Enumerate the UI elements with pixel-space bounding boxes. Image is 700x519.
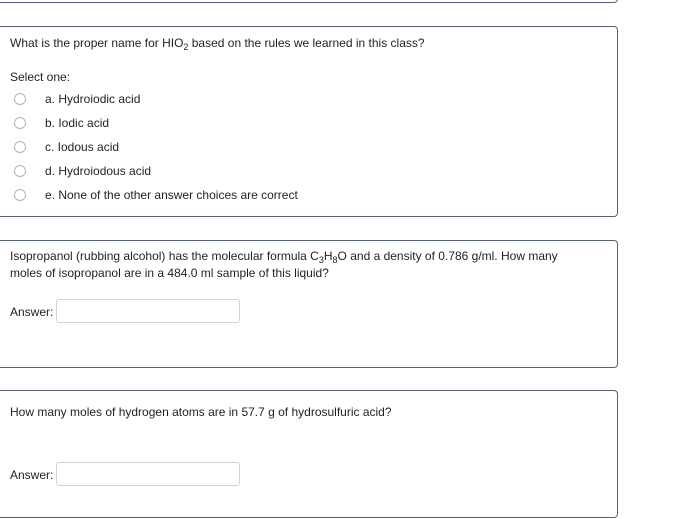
question-1-subscript: 2 [183, 42, 189, 52]
question-2-subscript-2: 8 [332, 255, 338, 265]
option-c-label[interactable]: c. Iodous acid [45, 140, 120, 154]
question-3-card [0, 390, 618, 518]
option-e-label[interactable]: e. None of the other answer choices are correct [45, 188, 298, 202]
question-3-answer-input[interactable] [56, 462, 240, 486]
option-c[interactable] [0, 139, 400, 157]
question-1-text-start: What is the proper name for HIO [10, 36, 184, 50]
question-1-text [10, 35, 577, 52]
question-2-text [10, 248, 562, 282]
option-a[interactable] [0, 91, 400, 109]
question-2-text-part-2: H [323, 249, 333, 263]
question-2-text-part-1: Isopropanol (rubbing alcohol) has the molecular formula C [10, 249, 319, 263]
question-2-text-part-3: O and a density of 0.786 g/ml. How many moles of isopropanol are in a 484.0 ml sample of this liquid? [10, 249, 558, 280]
question-2-subscript-1: 3 [318, 255, 324, 265]
option-d-label[interactable]: d. Hydroiodous acid [45, 164, 152, 178]
option-a-radio[interactable] [14, 93, 26, 105]
question-2-card [0, 240, 618, 368]
select-one-label: Select one: [10, 70, 71, 84]
option-b[interactable] [0, 115, 400, 133]
option-b-radio[interactable] [14, 117, 26, 129]
question-3-answer-label: Answer: [10, 468, 54, 482]
question-2-answer-input[interactable] [56, 299, 240, 323]
question-1-text-end: based on the rules we learned in this class? [188, 36, 425, 50]
option-b-label[interactable]: b. Iodic acid [45, 116, 110, 130]
option-d-radio[interactable] [14, 165, 26, 177]
question-1-card [0, 26, 618, 217]
previous-question-box [0, 0, 618, 3]
question-3-text: How many moles of hydrogen atoms are in 57.7 g of hydrosulfuric acid? [10, 405, 392, 419]
option-a-label[interactable]: a. Hydroiodic acid [45, 92, 141, 106]
question-2-answer-label: Answer: [10, 305, 54, 319]
option-e[interactable] [0, 187, 400, 205]
option-e-radio[interactable] [14, 189, 26, 201]
option-c-radio[interactable] [14, 141, 26, 153]
option-d[interactable] [0, 163, 400, 181]
